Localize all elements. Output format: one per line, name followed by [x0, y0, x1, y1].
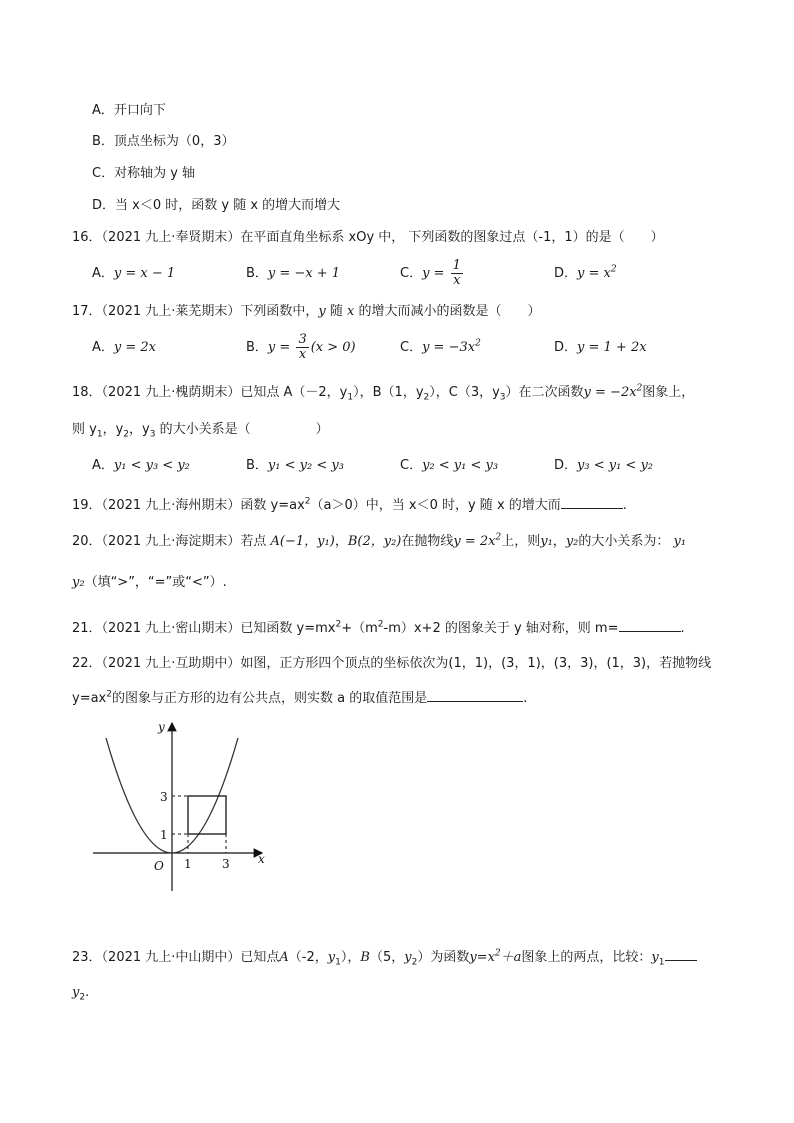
stem-text: ），C（3，y: [429, 385, 500, 400]
q15-option-b: B．顶点坐标为（0，3）: [92, 134, 235, 149]
stem-text: +（m: [341, 621, 378, 636]
stem-text: .: [680, 621, 685, 636]
q16-option-c: [400, 257, 465, 291]
stem-text: -m）x+2 的图象关于 y 轴对称，则 m=: [383, 621, 619, 636]
point-b: B(2，y₂): [347, 534, 402, 549]
answer-blank[interactable]: [665, 946, 697, 961]
option-expr: y₁ < y₃ < y₂: [113, 458, 190, 473]
origin-label: O: [154, 859, 164, 873]
var-y2: y₂: [72, 575, 85, 590]
exponent: 2: [610, 264, 617, 275]
stem-text: .: [85, 985, 90, 1000]
answer-blank[interactable]: [619, 617, 681, 632]
var-y: y: [404, 950, 412, 965]
q18-option-b: [246, 456, 344, 476]
stem-text: ，y: [102, 422, 124, 437]
point-b: B: [360, 950, 370, 965]
subscript: 2: [123, 429, 129, 440]
option-label: B．: [246, 266, 268, 281]
stem-text: （-2，: [288, 950, 328, 965]
q18-stem-line2: [72, 420, 329, 440]
answer-blank[interactable]: [427, 687, 523, 702]
option-expr: y₁ < y₂ < y₃: [267, 458, 344, 473]
q17-option-b: [246, 331, 356, 365]
option-expr: y₃ < y₁ < y₂: [577, 458, 653, 473]
option-label: B．: [246, 340, 268, 355]
numerator: 1: [452, 258, 461, 273]
q21-stem: [72, 617, 685, 639]
answer-blank[interactable]: [561, 494, 623, 509]
q18-option-a: [92, 456, 190, 476]
var-y: y: [318, 304, 326, 319]
var-y: y: [651, 950, 659, 965]
x-tick-label-1: 1: [184, 857, 192, 871]
subscript: 1: [96, 429, 103, 440]
q15-option-d: D．当 x＜0 时，函数 y 随 x 的增大而增大: [92, 198, 341, 213]
q17-stem: [72, 302, 541, 322]
option-label: A．: [92, 266, 114, 281]
stem-text: 在抛物线: [401, 534, 454, 549]
function-expr: y=x: [469, 950, 495, 965]
exponent: 2: [335, 619, 342, 630]
option-label: A．: [92, 458, 114, 473]
q18-stem-line1: [72, 383, 694, 403]
option-label: D．: [554, 340, 578, 355]
stem-text: （a＞0）中，当 x＜0 时，y 随 x 的增大而: [310, 498, 561, 513]
subscript: 1: [658, 957, 665, 968]
q22-stem-line2: [72, 687, 527, 709]
var-y: y: [72, 985, 80, 1000]
q20-stem-line1: [72, 532, 686, 552]
q18-option-c: [400, 456, 498, 476]
option-label: C．: [400, 340, 423, 355]
exponent: 2: [475, 338, 481, 349]
stem-text: ，y: [129, 422, 150, 437]
stem-text: 的增大而减小的函数是（ ）: [354, 304, 541, 319]
option-label: C．: [400, 266, 423, 281]
q23-stem-line2: [72, 983, 89, 1003]
function-expr: y = −2x: [583, 385, 637, 400]
fraction: [296, 333, 308, 362]
subscript: 2: [411, 957, 418, 968]
var-x: x: [347, 304, 355, 319]
stem-text: 的大小关系为：: [578, 534, 670, 549]
exponent: 2: [377, 619, 384, 630]
stem-text: （填“>”，“=”或“<”）.: [84, 575, 227, 590]
option-expr: y = 1 + 2x: [577, 340, 647, 355]
stem-text: 上，则: [501, 534, 541, 549]
q17-option-d: [554, 338, 647, 358]
exponent: 2: [494, 948, 501, 959]
var-y: y: [327, 950, 336, 965]
option-expr: y = x − 1: [113, 266, 176, 281]
option-expr: y = −3x: [422, 340, 476, 355]
q20-stem-line2: [72, 573, 227, 593]
option-label: B．: [246, 458, 268, 473]
var-y1: y₁: [673, 534, 687, 549]
exponent: 2: [106, 689, 112, 700]
q17-option-c: [400, 338, 481, 358]
var-y1: y₁: [540, 534, 553, 549]
exponent: 2: [304, 496, 311, 507]
subscript: 3: [499, 392, 506, 403]
q19-stem: [72, 494, 627, 516]
option-label: C．: [400, 458, 423, 473]
stem-text: 的大小关系是（ ）: [155, 422, 329, 437]
var-y2: y₂: [565, 534, 579, 549]
stem-text: ），: [340, 950, 361, 965]
q22-stem-line1: 22．（2021 九上·互助期中）如图，正方形四个顶点的坐标依次为(1，1)，(3，1)，(3，3)，(1，3)，若抛物线: [72, 656, 712, 671]
option-expr: y =: [422, 266, 445, 281]
stem-text: y=ax: [72, 691, 107, 706]
subscript: 2: [79, 992, 86, 1003]
denominator: x: [453, 273, 461, 288]
stem-text: 17．（2021 九上·莱芜期末）下列函数中，: [72, 304, 319, 319]
condition: (x > 0): [310, 340, 356, 355]
point-a: A: [279, 950, 289, 965]
denominator: x: [298, 347, 307, 362]
exponent: 2: [495, 532, 502, 543]
stem-text: ），B（1，y: [353, 385, 424, 400]
x-tick-label-3: 3: [222, 857, 230, 871]
square: [188, 796, 226, 834]
stem-text: 23．（2021 九上·中山期中）已知点: [72, 950, 280, 965]
exponent: 2: [636, 383, 643, 394]
subscript: 1: [347, 392, 354, 403]
q22-figure: [90, 715, 280, 895]
q15-option-c: C．对称轴为 y 轴: [92, 166, 196, 181]
y-tick-label-3: 3: [160, 790, 168, 804]
q23-stem-line1: [72, 946, 697, 968]
q16-option-d: [554, 264, 617, 284]
q16-stem: 16．（2021 九上·奉贤期末）在平面直角坐标系 xOy 中， 下列函数的图象过点（-1，1）的是（ ）: [72, 230, 664, 245]
numerator: 3: [298, 332, 307, 347]
point-a: A(−1，y₁): [270, 534, 335, 549]
option-expr: y = 2x: [113, 340, 157, 355]
stem-text: ，: [552, 534, 566, 549]
option-label: D．: [554, 458, 578, 473]
parabola-expr: y = 2x: [453, 534, 496, 549]
y-axis-label: y: [158, 720, 165, 734]
option-expr: y = x: [577, 266, 611, 281]
y-tick-label-1: 1: [160, 828, 168, 842]
stem-text: ）为函数: [417, 950, 470, 965]
option-expr: y =: [267, 340, 291, 355]
option-expr: y₂ < y₁ < y₃: [422, 458, 499, 473]
fraction: [451, 259, 463, 288]
q16-option-b: [246, 264, 340, 284]
stem-text: 随: [325, 304, 348, 319]
subscript: 2: [423, 392, 430, 403]
subscript: 1: [335, 957, 341, 968]
stem-text: 图象上，: [642, 385, 695, 400]
stem-text: 则 y: [72, 422, 97, 437]
stem-text: ）在二次函数: [505, 385, 584, 400]
q17-option-a: [92, 338, 156, 358]
option-label: D．: [554, 266, 578, 281]
option-label: A．: [92, 340, 114, 355]
stem-text: 18．（2021 九上·槐荫期末）已知点 A（－2，y: [72, 385, 348, 400]
q18-option-d: [554, 456, 653, 476]
stem-text: 21．（2021 九上·密山期末）已知函数 y=mx: [72, 621, 336, 636]
stem-text: 20．（2021 九上·海淀期末）若点: [72, 534, 267, 549]
q15-option-a: A．开口向下: [92, 103, 166, 118]
option-expr: y = −x + 1: [267, 266, 341, 281]
stem-text: （5，: [369, 950, 405, 965]
stem-text: 图象上的两点，比较：: [521, 950, 652, 965]
stem-text: 19．（2021 九上·海州期末）函数 y=ax: [72, 498, 305, 513]
subscript: 3: [149, 429, 156, 440]
q16-option-a: [92, 264, 175, 284]
stem-text: 的图象与正方形的边有公共点，则实数 a 的取值范围是: [111, 691, 428, 706]
function-expr: ＋a: [500, 950, 522, 965]
x-axis-label: x: [258, 852, 265, 866]
stem-text: .: [523, 691, 528, 706]
stem-text: ，: [334, 534, 348, 549]
stem-text: .: [622, 498, 627, 513]
